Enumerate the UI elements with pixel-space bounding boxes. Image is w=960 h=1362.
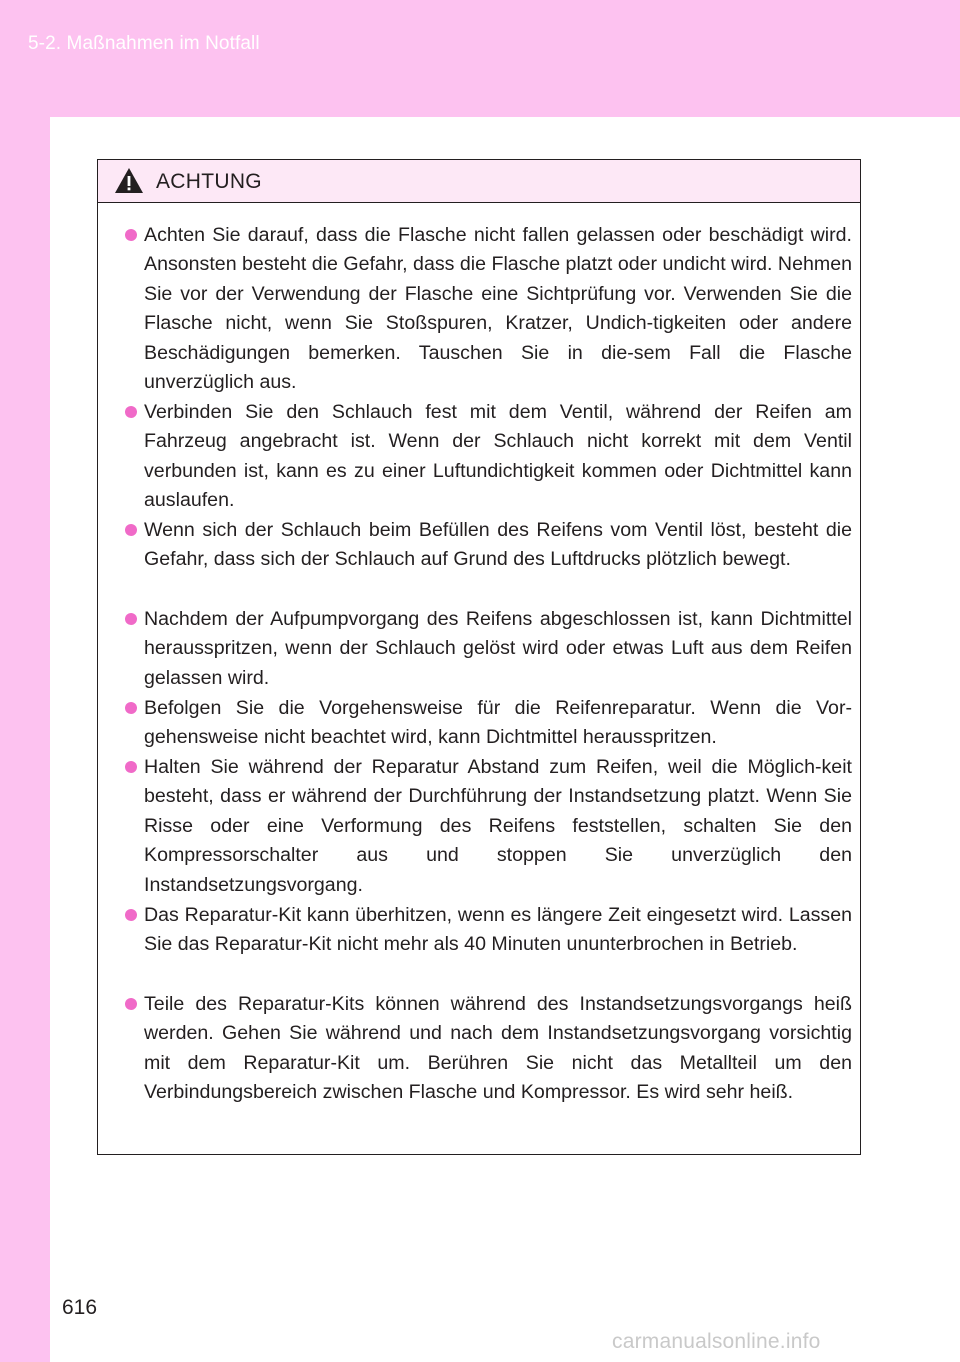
warning-box [97,159,861,1155]
warning-header [98,160,860,203]
section-title: 5-2. Maßnahmen im Notfall [28,33,260,54]
page-number: 616 [62,1296,98,1319]
bullet-icon [125,909,137,921]
warning-item-text: Halten Sie während der Reparatur Abstand zum Reifen, weil die Möglich-keit besteht, dass er während der Durchführung der Instandsetzung platzt. Wenn Sie Risse oder eine Verformung des Reifens feststellen, schalten Sie den Kompressorschalter aus und stoppen Sie unverzüglich den Instandsetzungsvorgang. [144,756,852,896]
bullet-icon [125,524,137,536]
warning-item-text: Achten Sie darauf, dass die Flasche nicht fallen gelassen oder beschädigt wird. Ansonsten besteht die Gefahr, dass die Flasche platzt oder undicht wird. Nehmen Sie vor der Verwendung der Flasche eine Sichtprüfung vor. Verwenden Sie die Flasche nicht, wenn Sie Stoßspuren, Kratzer, Undich-tigkeiten oder andere Beschädigungen bemerken. Tauschen Sie in die-sem Fall die Flasche unverzüglich aus. [144,224,852,394]
bullet-icon [125,702,137,714]
warning-item-text: Nachdem der Aufpumpvorgang des Reifens abgeschlossen ist, kann Dichtmittel herausspritzen, wenn der Schlauch gelöst wird oder etwas Luft aus dem Reifen gelassen wird. [144,608,852,689]
bullet-icon [125,998,137,1010]
warning-triangle-icon [114,167,144,194]
warning-item-text: Teile des Reparatur-Kits können während des Instandsetzungsvorgangs heiß werden. Gehen Sie während und nach dem Instandsetzungsvorgang vorsichtig mit dem Reparatur-Kit um. Berühren Sie nicht das Metallteil um den Verbindungsbereich zwischen Flasche und Kompressor. Es wird sehr heiß. [144,993,852,1104]
warning-title: ACHTUNG [156,170,262,193]
warning-item-text: Befolgen Sie die Vorgehensweise für die Reifenreparatur. Wenn die Vor-gehensweise nicht beachtet wird, kann Dichtmittel herausspritzen. [144,697,852,749]
watermark: carmanualsonline.info [612,1330,821,1353]
warning-item-text: Verbinden Sie den Schlauch fest mit dem Ventil, während der Reifen am Fahrzeug angebracht ist. Wenn der Schlauch nicht korrekt mit dem Ventil verbunden ist, kann es zu einer Luftundichtigkeit kommen oder Dichtmittel kann auslaufen. [144,401,852,512]
warning-item-text: Das Reparatur-Kit kann überhitzen, wenn es längere Zeit eingesetzt wird. Lassen Sie das Reparatur-Kit nicht mehr als 40 Minuten ununterbrochen in Betrieb. [144,904,852,956]
side-band [0,117,50,1362]
bullet-icon [125,229,137,241]
bullet-icon [125,613,137,625]
warning-item-text: Wenn sich der Schlauch beim Befüllen des Reifens vom Ventil löst, besteht die Gefahr, dass sich der Schlauch auf Grund des Luftdrucks plötzlich bewegt. [144,519,852,571]
bullet-icon [125,761,137,773]
header-band [0,0,960,117]
bullet-icon [125,406,137,418]
